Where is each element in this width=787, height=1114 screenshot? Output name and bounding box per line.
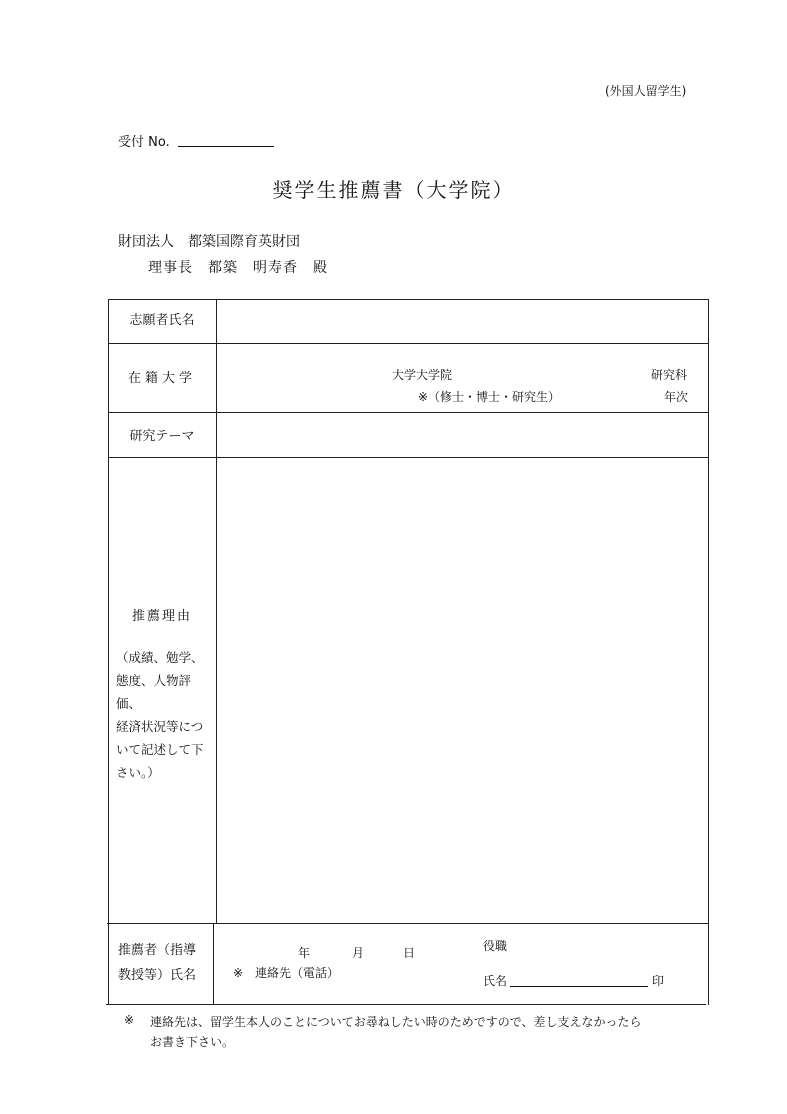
organization-name: 財団法人 都築国際育英財団 [118, 234, 300, 250]
footnote-text-line: 連絡先は、留学生本人のことについてお尋ねしたい時のためですので、差し支えなかったら [150, 1015, 642, 1029]
table-divider [108, 343, 709, 344]
table-column-divider [216, 299, 217, 924]
footnote-mark: ※ [124, 1013, 135, 1027]
research-theme-field[interactable] [218, 414, 706, 456]
recommender-label-line: 教授等）氏名 [118, 968, 197, 983]
receipt-number-field[interactable] [178, 146, 274, 147]
reason-instruction-line: 経済状況等につ [116, 719, 204, 734]
research-theme-label: 研究テーマ [129, 429, 195, 444]
position-label: 役職 [483, 939, 508, 953]
applicant-name-label: 志願者氏名 [129, 313, 195, 328]
recommender-label [118, 938, 210, 988]
department-suffix: 研究科 [651, 368, 688, 382]
reason-instruction-line: 態度、人物評価、 [116, 673, 192, 711]
reason-instruction-line: いて記述して下 [116, 742, 204, 757]
date-month-label: 月 [352, 946, 365, 960]
table-border-bottom [106, 1004, 706, 1005]
contact-phone-label: ※ 連絡先（電話） [233, 966, 340, 980]
table-divider [108, 457, 709, 458]
date-year-label: 年 [298, 946, 311, 960]
university-label: 在籍大学 [127, 371, 196, 386]
recommender-name-field[interactable] [510, 986, 648, 987]
table-divider [108, 412, 709, 413]
table-border-right [708, 299, 709, 1005]
year-suffix: 年次 [664, 390, 689, 404]
recommender-label-line: 推薦者（指導 [118, 943, 197, 958]
recommender-name-label: 氏名 [483, 974, 508, 988]
document-title: 奨学生推薦書（大学院） [272, 178, 515, 202]
course-options: ※（修士・博士・研究生） [418, 390, 561, 404]
table-border-top [108, 299, 709, 300]
date-day-label: 日 [403, 946, 416, 960]
recommendation-reason-label: 推薦理由 [131, 609, 192, 624]
footnote-text-line: お書き下さい。 [150, 1035, 235, 1049]
reason-instruction-line: （成績、勉学、 [116, 650, 204, 665]
seal-label: 印 [652, 974, 665, 988]
recommendation-reason-field[interactable] [218, 459, 706, 921]
applicant-name-field[interactable] [218, 301, 706, 342]
reason-instruction-line: さい。） [116, 765, 160, 780]
receipt-number-label: 受付 No. [118, 135, 170, 150]
graduate-school-suffix: 大学大学院 [392, 368, 453, 382]
table-border-left [108, 299, 109, 1005]
table-divider [107, 923, 709, 924]
table-column-divider [213, 923, 214, 1005]
chairman-addressee: 理事長 都築 明寿香 殿 [148, 260, 328, 276]
reason-instructions [116, 646, 212, 784]
category-label: (外国人留学生) [605, 84, 687, 98]
